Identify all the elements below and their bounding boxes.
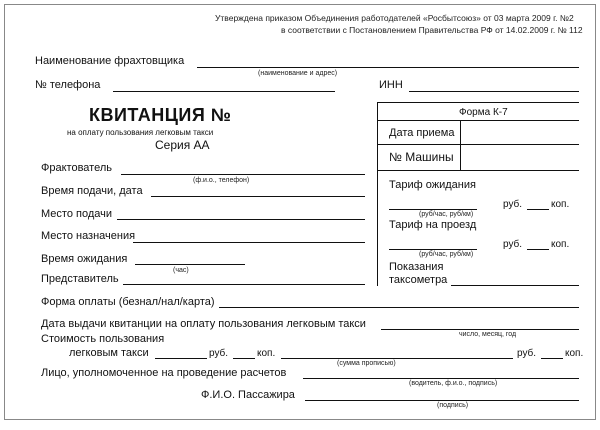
wait-tariff-kop-field[interactable] <box>527 209 549 210</box>
cost-kop: коп. <box>257 348 276 359</box>
cost-rub-field[interactable] <box>155 358 207 359</box>
carrier-caption: (наименование и адрес) <box>258 70 338 77</box>
issue-date-caption: число, месяц, год <box>459 331 517 338</box>
phone-label: № телефона <box>35 79 101 91</box>
wait-time-label: Время ожидания <box>41 253 128 265</box>
destination-field[interactable] <box>133 242 365 243</box>
pickup-place-label: Место подачи <box>41 208 112 220</box>
receipt-series: Серия АА <box>155 138 210 152</box>
car-number-label: № Машины <box>389 150 454 164</box>
phone-field[interactable] <box>113 91 335 92</box>
inn-label: ИНН <box>379 79 403 91</box>
cost-label-line-2: легковым такси <box>69 347 149 359</box>
cost-words-kop-field[interactable] <box>541 358 563 359</box>
passenger-caption: (подпись) <box>437 402 469 409</box>
wait-tariff-kop: коп. <box>551 199 570 210</box>
cost-words-field[interactable] <box>281 358 513 359</box>
carrier-field[interactable] <box>197 67 579 68</box>
meter-field[interactable] <box>451 285 579 286</box>
destination-label: Место назначения <box>41 230 136 242</box>
pickup-place-field[interactable] <box>117 219 365 220</box>
payment-form-label: Форма оплаты (безнал/нал/карта) <box>41 296 215 308</box>
travel-tariff-kop: коп. <box>551 239 570 250</box>
charterer-label: Фрактователь <box>41 162 112 174</box>
travel-tariff-rub-field[interactable] <box>389 249 477 250</box>
arrival-time-field[interactable] <box>151 196 365 197</box>
wait-time-field[interactable] <box>135 264 245 265</box>
wait-tariff-rub-field[interactable] <box>389 209 477 210</box>
form-box-bottom-divider <box>377 170 579 171</box>
form-box-column-divider <box>460 120 461 170</box>
meter-label-line-2: таксометра <box>389 274 448 286</box>
form-name: Форма К-7 <box>459 107 508 118</box>
authorized-person-label: Лицо, уполномоченное на проведение расчетов <box>41 367 287 379</box>
charterer-field[interactable] <box>121 174 365 175</box>
receipt-form <box>4 4 596 420</box>
accept-date-label: Дата приема <box>389 127 455 139</box>
header-approval-line-1: Утверждена приказом Объединения работодателей «Росбытсоюз» от 03 марта 2009 г. №2 <box>215 13 574 23</box>
travel-tariff-kop-field[interactable] <box>527 249 549 250</box>
receipt-subtitle: на оплату пользования легковым такси <box>67 128 214 137</box>
payment-form-field[interactable] <box>219 307 579 308</box>
inn-field[interactable] <box>409 91 579 92</box>
issue-date-label: Дата выдачи квитанции на оплату пользования легковым такси <box>41 318 366 330</box>
cost-rub: руб. <box>209 348 229 359</box>
meter-label-line-1: Показания <box>389 261 444 273</box>
cost-label-line-1: Стоимость пользования <box>41 333 165 345</box>
authorized-person-caption: (водитель, ф.и.о., подпись) <box>409 380 498 387</box>
wait-tariff-label: Тариф ожидания <box>389 179 476 191</box>
representative-label: Представитель <box>41 273 119 285</box>
travel-tariff-label: Тариф на проезд <box>389 219 477 231</box>
form-box-row-divider <box>377 144 579 145</box>
form-box-divider <box>377 120 579 121</box>
travel-tariff-rub: руб. <box>503 239 523 250</box>
representative-field[interactable] <box>123 284 365 285</box>
sum-words-caption: (сумма прописью) <box>337 360 396 367</box>
cost-words-kop: коп. <box>565 348 584 359</box>
travel-tariff-caption: (руб/час, руб/км) <box>419 251 474 258</box>
carrier-label: Наименование фрахтовщика <box>35 55 185 67</box>
wait-tariff-rub: руб. <box>503 199 523 210</box>
cost-words-rub: руб. <box>517 348 537 359</box>
wait-tariff-caption: (руб/час, руб/км) <box>419 211 474 218</box>
passenger-label: Ф.И.О. Пассажира <box>201 389 295 401</box>
cost-kop-field[interactable] <box>233 358 255 359</box>
form-box-left-border <box>377 102 378 286</box>
form-box-top-border <box>377 102 579 103</box>
authorized-person-field[interactable] <box>303 378 579 379</box>
issue-date-field[interactable] <box>381 329 579 330</box>
passenger-field[interactable] <box>305 400 579 401</box>
wait-time-caption: (час) <box>173 267 189 274</box>
header-approval-line-2: в соответствии с Постановлением Правительства РФ от 14.02.2009 г. № 112 <box>281 25 583 35</box>
charterer-caption: (ф.и.о., телефон) <box>193 177 250 184</box>
arrival-time-label: Время подачи, дата <box>41 185 143 197</box>
receipt-title: КВИТАНЦИЯ № <box>89 105 232 125</box>
